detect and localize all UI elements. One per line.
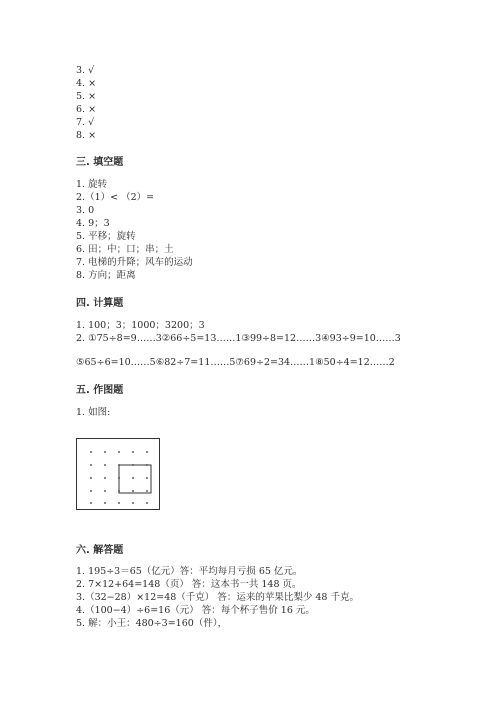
answer-line: 8. 方向；距离 <box>76 270 136 281</box>
section-heading: 三. 填空题 <box>76 157 124 168</box>
answer-line: 2. ①75÷8=9……3②66÷5=13……1③99÷8=12……3④93÷9=10……3 <box>76 333 401 344</box>
answer-line: 4. 9；3 <box>76 218 110 229</box>
answer-line: 5. 平移；旋转 <box>76 231 136 242</box>
answer-line: 3. 0 <box>76 205 95 216</box>
answer-line: 5. 解：小王：480÷3=160（件）， <box>76 618 228 629</box>
answer-line: 1. 如图: <box>76 407 111 418</box>
answer-line: 5. × <box>76 91 97 102</box>
answer-line: 2.（1）< （2）= <box>76 192 155 203</box>
answer-line: 4. × <box>76 78 97 89</box>
answer-line: 1. 100；3；1000；3200；3 <box>76 320 205 331</box>
answer-line: 6. 田；中；口；串；土 <box>76 244 174 255</box>
dot-grid-svg <box>77 439 161 511</box>
answer-line: 7. 电梯的升降；风车的运动 <box>76 257 193 268</box>
section-heading: 五. 作图题 <box>76 385 124 396</box>
answer-line: 6. × <box>76 104 97 115</box>
answer-line: ⑤65÷6=10……5⑥82÷7=11……5⑦69÷2=34……1⑧50÷4=12……2 <box>76 357 395 368</box>
answer-line: 8. × <box>76 130 97 141</box>
answer-line: 1. 旋转 <box>76 179 108 190</box>
section-heading: 四. 计算题 <box>76 298 124 309</box>
answer-line: 3. √ <box>76 65 95 76</box>
answer-line: 2. 7×12+64=148（页） 答：这本书一共 148 页。 <box>76 579 302 590</box>
answer-line: 7. √ <box>76 117 95 128</box>
answer-line: 1. 195÷3＝65（亿元）答：平均每月亏损 65 亿元。 <box>76 566 303 577</box>
answer-line: 4.（100−4）÷6=16（元） 答：每个杯子售价 16 元。 <box>76 605 315 616</box>
section-heading: 六. 解答题 <box>76 545 124 556</box>
drawn-square <box>119 465 151 493</box>
answer-line: 3.（32−28）×12=48（千克） 答：运来的苹果比梨少 48 千克。 <box>76 592 359 603</box>
dot-grid-drawing <box>76 438 160 510</box>
